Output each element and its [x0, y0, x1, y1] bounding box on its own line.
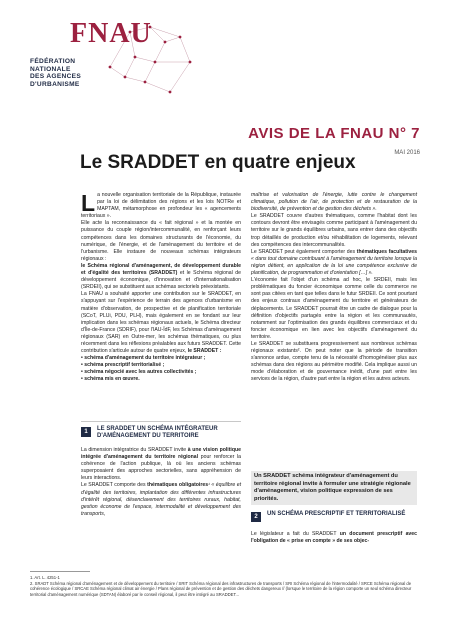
text: La dimension intégratrice du SRADDET invite [81, 447, 188, 453]
divider [81, 421, 241, 422]
section-number: 1 [81, 427, 91, 437]
text: et le Schéma régional de développement économique, d'innovation et d'internationalisation (SRDEII), qui se substituent aux schémas sectoriels préexistants. [81, 270, 242, 291]
enjeux-list [81, 355, 241, 383]
paragraph: L'économie fait l'objet d'un schéma ad hoc, le SRDEII, mais les problématiques du foncier économique comme celle du commerce ne sont pas citées en tant que telles dans le futur SRDEII. Ce sont pourtant des enjeux contraux d'aménagement du territoire et générateurs de déplacements. Le SRADDET pourrait être un cadre de dialogue pour la définition d'objectifs partagés entre la région et les communautés, notamment sur l'optimisation des grands équilibres commerciaux et du foncier économique en lien avec les objectifs d'aménagement du territoire. [251, 277, 417, 340]
logo-line: D'URBANISME [30, 80, 80, 88]
section-2-heading [251, 511, 417, 522]
paragraph [251, 249, 417, 277]
paragraph [81, 291, 241, 355]
list-item: • schéma mis en œuvre. [81, 376, 140, 383]
section-number: 2 [251, 512, 261, 522]
text: Le SRADDET comporte des [81, 482, 148, 489]
logo-line: NATIONALE [30, 65, 71, 73]
section-1-body [81, 447, 241, 518]
publication-date: MAI 2016 [394, 150, 420, 156]
italic-text: ¹ « équilibre et d'égalité des territoires, implantation des différentes infrastructures d'intérêt régional, désenclavement des territoires ruraux, habitat, gestion économe de l'espace, intermodalité et développement des transports, [81, 482, 242, 517]
section-title: UN SCHÉMA PRESCRIPTIF ET TERRITORIALISÉ [267, 511, 406, 517]
dropcap: L [81, 190, 96, 216]
bold-text: un document prescriptif avec l'obligation de « prise en compte » de ses objec- [251, 531, 418, 545]
section-2-body [251, 531, 417, 545]
footnotes [30, 575, 425, 597]
list-item: • schéma prescriptif territorialisé ; [81, 362, 165, 369]
paragraph: Elle acte la reconnaissance du « fait régional » et la montée en puissance du couple région/intercommunalité, en renforçant leurs compétences dans les domaines structurants de l'économie, du numérique, de l'énergie, et de l'aménagement du territoire et de l'urbanisme. Elle instaure de nouveaux schémas intégrateurs régionaux : [81, 220, 241, 262]
paragraph [81, 482, 241, 517]
paragraph [251, 531, 417, 545]
paragraph [81, 447, 241, 482]
highlight-box: Un SRADDET schéma intégrateur d'aménagement du territoire régional invite à formuler une stratégie régionale d'aménagement, vision politique expression de ses priorités. [251, 471, 417, 505]
logo-line: FÉDÉRATION [30, 58, 76, 65]
logo-caption [30, 58, 81, 88]
text: pour renforcer la cohérence de l'action publique, là où les anciens schémas superposaient des approches sectorielles, sans appréhension de leurs interactions. [81, 454, 241, 482]
section-1-heading [81, 426, 241, 440]
section-title: LE SRADDET UN SCHÉMA INTÉGRATEUR D'AMÉNAGEMENT DU TERRITOIRE [97, 426, 218, 440]
text: La FNAU a souhaité apporter une contribution sur le SRADDET, en s'appuyant sur l'expérience de terrain des agences d'urbanisme en matière d'observation, de prospective et de planification territoriale (SCoT, PLUi, PDU, PLH), mais également en se fondant sur leur implication dans les schémas régionaux actuels, le Schéma directeur d'Île-de-France (SDRIF), pour l'IAU-ÎdF, les Schémas d'aménagement régionaux (SAR) en Outre-mer, les schémas thématiques, ou plus récemment dans les réflexions préalables aux futurs SRADDET. Cette contribution s'articule autour de quatre enjeux, [81, 291, 241, 355]
bold-text: thématiques facultatives [356, 248, 418, 255]
bold-text: le Schéma régional d'aménagement, de développement durable et d'égalité des territoires (SRADDET) [81, 262, 241, 277]
paragraph: Le SRADDET couvre d'autres thématiques, comme l'habitat dont les contours devront être envisagés comme participant à l'aménagement du territoire sur le grands équilibres urbains, sans entrer dans des objectifs trop détaillés de production et/ou réhabilitation de logements, relevant des compétences des intercommunalités. [251, 213, 417, 248]
italic-paragraph: maîtrise et valorisation de l'énergie, lutte contre le changement climatique, pollution de l'air, de protection et de restauration de la biodiversité, de prévention et de gestion des déchets ». [251, 192, 417, 213]
avis-heading: AVIS DE LA FNAU N° 7 [248, 125, 420, 142]
logo-wordmark: FNAU [70, 18, 152, 49]
text: Le législateur a fait du SRADDET [251, 531, 340, 537]
logo-line: DES AGENCES [30, 73, 82, 81]
paragraph [81, 263, 241, 291]
footnote: 1. Art. L. 4251-1 [30, 575, 60, 580]
paragraph: Le SRADDET se substituera progressivement aux nombreux schémas régionaux existants². On peut noter que la période de transition s'annonce ardue, compte tenu de la nécessité d'homogénéiser plus aux schémas dans des régions au périmètre modifié. Cela implique aussi un mode d'élaboration et de gouvernance inédit, d'une part entre les services de la région, d'autre part entre la région et les autres acteurs. [251, 340, 417, 383]
list-item: • schéma d'aménagement du territoire intégrateur ; [81, 355, 206, 362]
footnote-divider [30, 571, 90, 572]
left-column [81, 192, 241, 384]
list-item: • schéma négocié avec les autres collectivités ; [81, 369, 197, 376]
bold-text: à une vision politique intégrée d'aménagement du territoire régional [81, 447, 241, 461]
bold-text: thématiques obligatoires [147, 482, 209, 489]
italic-text: « dans tout domaine contribuant à l'aménagement du territoire lorsque la région détient, en application de la loi une compétence exclusive de planification, de programmation et d'orientation […] ». [251, 255, 417, 277]
right-column [251, 192, 417, 384]
intro-text: a nouvelle organisation territoriale de la République, instaurée par la loi de délimitation des régions et les lois NOTRe et MAPTAM, métamorphose en profondeur les « agencements territoriaux ». [81, 192, 241, 220]
footnote: 2. SRADT Schéma régional d'aménagement et de développement du territoire / SRIT Schéma régional des infrastructures de transports / SRI Schéma régional de l'intermodalité / SRCE Schéma régional de cohérence écologique / SRCAE Schéma régional climat air énergie / Plans régional de prévention et de gestion des déchets dangereux // (lorsque le territoire de la région comporte un seul schéma directeur territorial d'aménagement numérique (SDTAN) élaboré par le conseil régional, il peut être intégré au SRADDET... [30, 580, 412, 597]
text: Le SRADDET peut également comporter des [251, 248, 357, 255]
bold-text: le SRADDET : [187, 348, 222, 355]
page-title: Le SRADDET en quatre enjeux [80, 152, 356, 173]
intro-paragraph [81, 192, 241, 220]
